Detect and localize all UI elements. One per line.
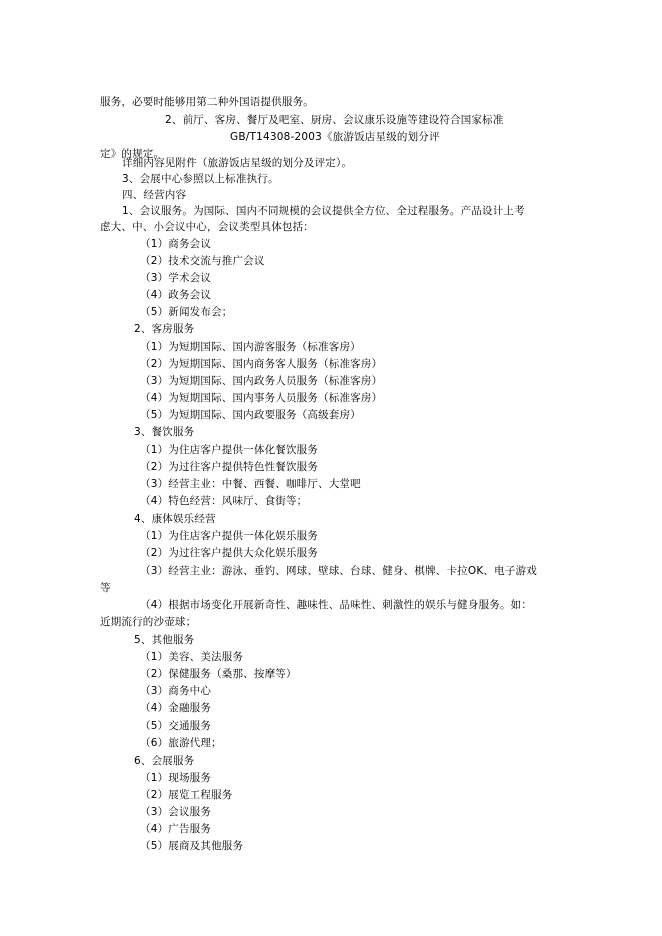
text-line: GB/T14308-2003《旅游饭店星级的划分评: [230, 131, 440, 143]
text-line: 2、前厅、客房、餐厅及吧室、厨房、会议康乐设施等建设符合国家标准: [165, 114, 504, 126]
list-item: （4）根据市场变化开展新奇性、趣味性、品味性、刺激性的娱乐与健身服务。如：: [140, 599, 533, 611]
list-item: （1）为住店客户提供一体化娱乐服务: [140, 530, 319, 542]
list-item: （3）为短期国际、国内政务人员服务（标准客房）: [140, 375, 383, 387]
list-item: （1）为短期国际、国内游客服务（标准客房）: [140, 341, 361, 353]
list-item: （3）商务中心: [140, 685, 212, 697]
text-line: 虑大、中、小会议中心，会议类型具体包括：: [100, 221, 314, 233]
list-item: （4）金融服务: [140, 702, 212, 714]
subsection-heading: 5、其他服务: [134, 634, 195, 646]
section-heading: 四、经营内容: [122, 189, 187, 201]
list-item: （2）为短期国际、国内商务客人服务（标准客房）: [140, 358, 383, 370]
text-line: 详细内容见附件（旅游饭店星级的划分及评定）。: [122, 157, 353, 169]
list-item: （3）经营主业：游泳、垂钓、网球、壁球、台球、健身、棋牌、卡拉OK、电子游戏: [140, 565, 537, 577]
list-item: （2）为过往客户提供大众化娱乐服务: [140, 547, 319, 559]
list-item: （5）展商及其他服务: [140, 840, 244, 852]
list-item: （4）特色经营：风味厅、食街等；: [140, 495, 308, 507]
list-item: （4）政务会议: [140, 289, 212, 301]
list-item: （3）经营主业：中餐、西餐、咖啡厅、大堂吧: [140, 478, 361, 490]
list-item: （2）展览工程服务: [140, 789, 233, 801]
text-line: 1、会议服务。为国际、国内不同规模的会议提供全方位、全过程服务。产品设计上考: [122, 205, 525, 217]
list-item: （3）学术会议: [140, 272, 212, 284]
list-item: （5）为短期国际、国内政要服务（高级套房）: [140, 409, 361, 421]
subsection-heading: 2、客房服务: [134, 323, 195, 335]
list-item: （4）广告服务: [140, 823, 212, 835]
list-item: （2）技术交流与推广会议: [140, 255, 265, 267]
list-item: （4）为短期国际、国内事务人员服务（标准客房）: [140, 392, 383, 404]
list-item: （1）美容、美法服务: [140, 651, 244, 663]
subsection-heading: 4、康体娱乐经营: [134, 513, 216, 525]
subsection-heading: 3、餐饮服务: [134, 426, 195, 438]
text-line: 定》的规定。: [100, 148, 165, 160]
list-item: （3）会议服务: [140, 806, 212, 818]
text-line: 3、会展中心参照以上标准执行。: [122, 173, 279, 185]
list-item: （1）商务会议: [140, 238, 212, 250]
text-line: 等: [100, 582, 111, 594]
list-item: （5）交通服务: [140, 720, 212, 732]
list-item: （2）保健服务（桑那、按摩等）: [140, 668, 297, 680]
text-line: 服务，必要时能够用第二种外国语提供服务。: [100, 96, 314, 108]
list-item: （6）旅游代理；: [140, 737, 222, 749]
list-item: （2）为过往客户提供特色性餐饮服务: [140, 461, 319, 473]
list-item: （1）现场服务: [140, 772, 212, 784]
subsection-heading: 6、会展服务: [134, 755, 195, 767]
list-item: （1）为住店客户提供一体化餐饮服务: [140, 444, 319, 456]
list-item: （5）新闻发布会；: [140, 306, 233, 318]
text-line: 近期流行的沙壶球；: [100, 616, 197, 628]
